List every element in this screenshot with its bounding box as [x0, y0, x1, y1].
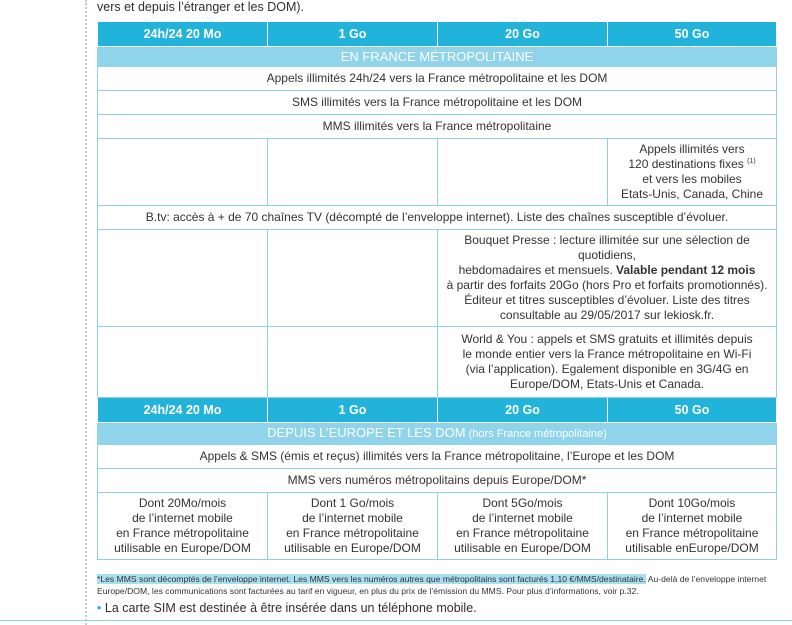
- data-allowance-20go: [438, 493, 608, 560]
- header-cell-20go: 20 Go: [438, 22, 608, 47]
- section-row-europe: [98, 423, 777, 445]
- section-title-europe-note: (hors France métropolitaine): [465, 428, 607, 440]
- allowance-line: utilisable en Europe/DOM: [114, 541, 251, 555]
- empty-cell: [98, 139, 268, 206]
- intro-text: vers et depuis l’étranger et les DOM).: [97, 0, 305, 14]
- empty-cell: [98, 230, 268, 327]
- table-row: [98, 493, 777, 560]
- allowance-line: de l’internet mobile: [641, 511, 743, 525]
- table-row: [98, 91, 777, 115]
- data-allowance-50go: [608, 493, 777, 560]
- presse-line1: Bouquet Presse : lecture illimitée sur une sélection de quotidiens,: [464, 233, 750, 262]
- sim-card-note-text: La carte SIM est destinée à être insérée dans un téléphone mobile.: [101, 601, 477, 615]
- header-cell-1go: 1 Go: [268, 22, 438, 47]
- data-allowance-20mo: [98, 493, 268, 560]
- presse-line5: consultable au 29/05/2017 sur lekiosk.fr.: [499, 308, 715, 322]
- table-row: [98, 469, 777, 493]
- presse-line4: Éditeur et titres susceptibles d’évoluer. Liste des titres: [464, 293, 750, 307]
- empty-cell: [98, 327, 268, 398]
- world-line3: (via l’application). Egalement disponible en 3G/4G en: [465, 362, 749, 376]
- footnote: [97, 573, 777, 597]
- allowance-line: Dont 20Mo/mois: [138, 496, 227, 510]
- intl-calls-line3: et vers les mobiles: [642, 172, 742, 186]
- margin-dotted-line: [85, 0, 87, 625]
- feature-btv: B.tv: accès à + de 70 chaînes TV (décompté de l’enveloppe internet). Liste des chaînes susceptible d’évoluer.: [98, 206, 777, 230]
- allowance-line: utilisable en Europe/DOM: [284, 541, 421, 555]
- section-row-france: [98, 47, 777, 67]
- table-row: [98, 115, 777, 139]
- table-row: [98, 230, 777, 327]
- feature-mms-europe: MMS vers numéros métropolitains depuis Europe/DOM*: [98, 469, 777, 493]
- allowance-line: en France métropolitaine: [286, 526, 419, 540]
- world-line4: Europe/DOM, Etats-Unis et Canada.: [509, 377, 705, 391]
- feature-calls-sms-europe: Appels & SMS (émis et reçus) illimités vers la France métropolitaine, l’Europe et les DOM: [98, 445, 777, 469]
- allowance-line: en France métropolitaine: [625, 526, 759, 540]
- header-cell-20mo: 24h/24 20 Mo: [98, 22, 268, 47]
- table-row: [98, 327, 777, 398]
- allowance-line: de l’internet mobile: [302, 511, 403, 525]
- section-title-europe: [98, 423, 777, 445]
- presse-line3: à partir des forfaits 20Go (hors Pro et forfaits promotionnés).: [446, 278, 768, 292]
- footnote-marker: (1): [747, 158, 756, 165]
- allowance-line: Dont 5Go/mois: [482, 496, 563, 510]
- footnote-highlighted: *Les MMS sont décomptés de l’enveloppe internet. Les MMS vers les numéros autres que métropolitains sont facturés 1,10 €/MMS/destinataire.: [97, 574, 646, 584]
- section-title-france: EN FRANCE MÉTROPOLITAINE: [98, 47, 777, 67]
- empty-cell: [438, 139, 608, 206]
- intl-calls-line4: Etats-Unis, Canada, Chine: [620, 187, 764, 201]
- header-cell-50go: 50 Go: [608, 398, 777, 423]
- allowance-line: Dont 1 Go/mois: [310, 496, 395, 510]
- section-title-europe-main: DEPUIS L’EUROPE ET LES DOM: [267, 425, 466, 440]
- bullet-icon: •: [97, 601, 102, 615]
- empty-cell: [268, 139, 438, 206]
- allowance-line: de l’internet mobile: [472, 511, 573, 525]
- table-header-row: [98, 22, 777, 47]
- empty-cell: [268, 327, 438, 398]
- intl-calls-line2: 120 destinations fixes: [628, 157, 744, 171]
- bottom-divider: [0, 620, 792, 621]
- presse-line2: hebdomadaires et mensuels.: [458, 263, 617, 277]
- allowance-line: utilisable enEurope/DOM: [625, 541, 759, 555]
- sim-card-note: [97, 601, 477, 615]
- plan-comparison-table: [97, 21, 777, 560]
- table-row: [98, 445, 777, 469]
- world-line2: le monde entier vers la France métropolitaine en Wi-Fi: [462, 347, 752, 361]
- table-row: [98, 139, 777, 206]
- allowance-line: en France métropolitaine: [116, 526, 249, 540]
- presse-validity: Valable pendant 12 mois: [616, 263, 756, 277]
- feature-mms-france: MMS illimités vers la France métropolitaine: [98, 115, 777, 139]
- data-allowance-1go: [268, 493, 438, 560]
- feature-bouquet-presse: [438, 230, 777, 327]
- header-cell-1go: 1 Go: [268, 398, 438, 423]
- world-line1: World & You : appels et SMS gratuits et illimités depuis: [461, 332, 753, 346]
- empty-cell: [268, 230, 438, 327]
- feature-calls-france: Appels illimités 24h/24 vers la France métropolitaine et les DOM: [98, 67, 777, 91]
- table-row: [98, 67, 777, 91]
- table-header-row: [98, 398, 777, 423]
- feature-world-and-you: [438, 327, 777, 398]
- allowance-line: Dont 10Go/mois: [648, 496, 736, 510]
- allowance-line: de l’internet mobile: [132, 511, 233, 525]
- allowance-line: en France métropolitaine: [456, 526, 589, 540]
- feature-sms-france: SMS illimités vers la France métropolitaine et les DOM: [98, 91, 777, 115]
- table-row: [98, 206, 777, 230]
- header-cell-50go: 50 Go: [608, 22, 777, 47]
- header-cell-20mo: 24h/24 20 Mo: [98, 398, 268, 423]
- feature-intl-calls: [608, 139, 777, 206]
- footnote-rest: Au-delà de l’enveloppe internet Europe/DOM, les communications sont facturées au tarif en vigueur, en plus du prix de l’émission du MMS. Pour plus d’informations, voir p.32.: [97, 574, 767, 596]
- allowance-line: utilisable en Europe/DOM: [454, 541, 591, 555]
- intl-calls-line1: Appels illimités vers: [639, 142, 745, 156]
- header-cell-20go: 20 Go: [438, 398, 608, 423]
